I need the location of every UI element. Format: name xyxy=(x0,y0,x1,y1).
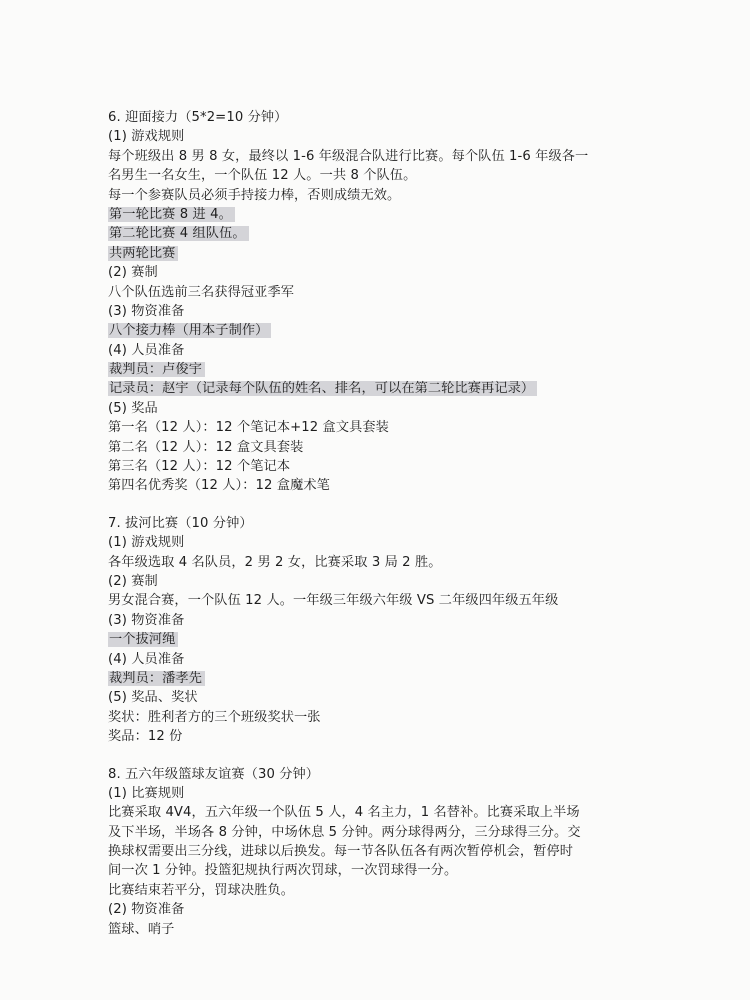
text-line xyxy=(108,823,648,842)
line-text: 裁判员：潘孝先 xyxy=(108,671,205,686)
line-text: (1) 游戏规则 xyxy=(108,535,185,551)
text-line xyxy=(108,399,648,418)
highlighted-line xyxy=(108,630,648,649)
text-line xyxy=(108,263,648,282)
section-heading xyxy=(108,514,648,533)
text-line xyxy=(108,533,648,552)
line-text: (5) 奖品 xyxy=(108,400,158,416)
text-line xyxy=(108,476,648,495)
line-text: 第一名（12 人）：12 个笔记本+12 盒文具套装 xyxy=(108,420,389,436)
highlighted-line xyxy=(108,224,648,243)
line-text: 第二名（12 人）：12 盒文具套装 xyxy=(108,439,304,455)
text-line xyxy=(108,708,648,727)
text-line xyxy=(108,920,648,939)
line-text: (2) 物资准备 xyxy=(108,902,185,918)
line-text: (4) 人员准备 xyxy=(108,651,185,667)
line-text: 第四名优秀奖（12 人）：12 盒魔术笔 xyxy=(108,478,330,494)
line-text: 奖状：胜利者方的三个班级奖状一张 xyxy=(108,709,321,725)
section-2 xyxy=(108,514,648,747)
text-line xyxy=(108,784,648,803)
line-text: 7. 拔河比赛（10 分钟） xyxy=(108,515,253,531)
section-1 xyxy=(108,108,648,496)
text-line xyxy=(108,572,648,591)
line-text: 第三名（12 人）：12 个笔记本 xyxy=(108,459,291,475)
text-line xyxy=(108,283,648,302)
line-text: 裁判员：卢俊宇 xyxy=(108,362,205,377)
line-text: 奖品：12 份 xyxy=(108,729,183,745)
text-line xyxy=(108,842,648,861)
line-text: (4) 人员准备 xyxy=(108,342,185,358)
highlighted-line xyxy=(108,379,648,398)
line-text: 比赛结束若平分，罚球决胜负。 xyxy=(108,882,295,898)
text-line xyxy=(108,591,648,610)
text-line xyxy=(108,457,648,476)
line-text: 比赛采取 4V4，五六年级一个队伍 5 人，4 名主力，1 名替补。比赛采取上半场 xyxy=(108,805,580,821)
highlighted-line xyxy=(108,360,648,379)
line-text: 篮球、哨子 xyxy=(108,921,175,937)
text-line xyxy=(108,611,648,630)
text-line xyxy=(108,688,648,707)
text-line xyxy=(108,166,648,185)
line-text: (3) 物资准备 xyxy=(108,612,185,628)
highlighted-line xyxy=(108,244,648,263)
line-text: (2) 赛制 xyxy=(108,573,158,589)
line-text: 一个拔河绳 xyxy=(108,632,178,647)
text-line xyxy=(108,803,648,822)
text-line xyxy=(108,861,648,880)
line-text: (3) 物资准备 xyxy=(108,303,185,319)
line-text: 共两轮比赛 xyxy=(108,246,178,261)
text-line xyxy=(108,438,648,457)
text-line xyxy=(108,127,648,146)
text-line xyxy=(108,881,648,900)
line-text: 名男生一名女生，一个队伍 12 人。一共 8 个队伍。 xyxy=(108,168,417,184)
line-text: 及下半场，半场各 8 分钟，中场休息 5 分钟。两分球得两分，三分球得三分。交 xyxy=(108,824,581,840)
line-text: 第一轮比赛 8 进 4。 xyxy=(108,207,235,222)
section-gap xyxy=(108,747,648,765)
text-line xyxy=(108,302,648,321)
line-text: 各年级选取 4 名队员，2 男 2 女，比赛采取 3 局 2 胜。 xyxy=(108,554,442,570)
text-line xyxy=(108,341,648,360)
line-text: 间一次 1 分钟。投篮犯规执行两次罚球，一次罚球得一分。 xyxy=(108,863,458,879)
document-content xyxy=(108,108,648,939)
line-text: 记录员：赵宇（记录每个队伍的姓名、排名，可以在第二轮比赛再记录） xyxy=(108,381,537,396)
text-line xyxy=(108,186,648,205)
line-text: 每一个参赛队员必须手持接力棒，否则成绩无效。 xyxy=(108,187,401,203)
line-text: 八个接力棒（用本子制作） xyxy=(108,323,271,338)
line-text: (1) 游戏规则 xyxy=(108,129,185,145)
text-line xyxy=(108,650,648,669)
text-line xyxy=(108,727,648,746)
text-line xyxy=(108,147,648,166)
line-text: 换球权需要出三分线，进球以后换发。每一节各队伍各有两次暂停机会，暂停时 xyxy=(108,844,574,860)
line-text: 每个班级出 8 男 8 女，最终以 1-6 年级混合队进行比赛。每个队伍 1-6 年级各一 xyxy=(108,148,589,164)
highlighted-line xyxy=(108,321,648,340)
section-heading xyxy=(108,765,648,784)
highlighted-line xyxy=(108,669,648,688)
section-3 xyxy=(108,765,648,940)
text-line xyxy=(108,900,648,919)
line-text: 6. 迎面接力（5*2=10 分钟） xyxy=(108,110,288,125)
line-text: (1) 比赛规则 xyxy=(108,785,185,801)
line-text: 男女混合赛，一个队伍 12 人。一年级三年级六年级 VS 二年级四年级五年级 xyxy=(108,593,559,609)
text-line xyxy=(108,553,648,572)
line-text: (5) 奖品、奖状 xyxy=(108,690,198,706)
line-text: (2) 赛制 xyxy=(108,265,158,281)
section-gap xyxy=(108,496,648,514)
line-text: 第二轮比赛 4 组队伍。 xyxy=(108,226,249,241)
text-line xyxy=(108,418,648,437)
section-heading xyxy=(108,108,648,127)
line-text: 八个队伍选前三名获得冠亚季军 xyxy=(108,284,295,300)
highlighted-line xyxy=(108,205,648,224)
line-text: 8. 五六年级篮球友谊赛（30 分钟） xyxy=(108,766,320,782)
